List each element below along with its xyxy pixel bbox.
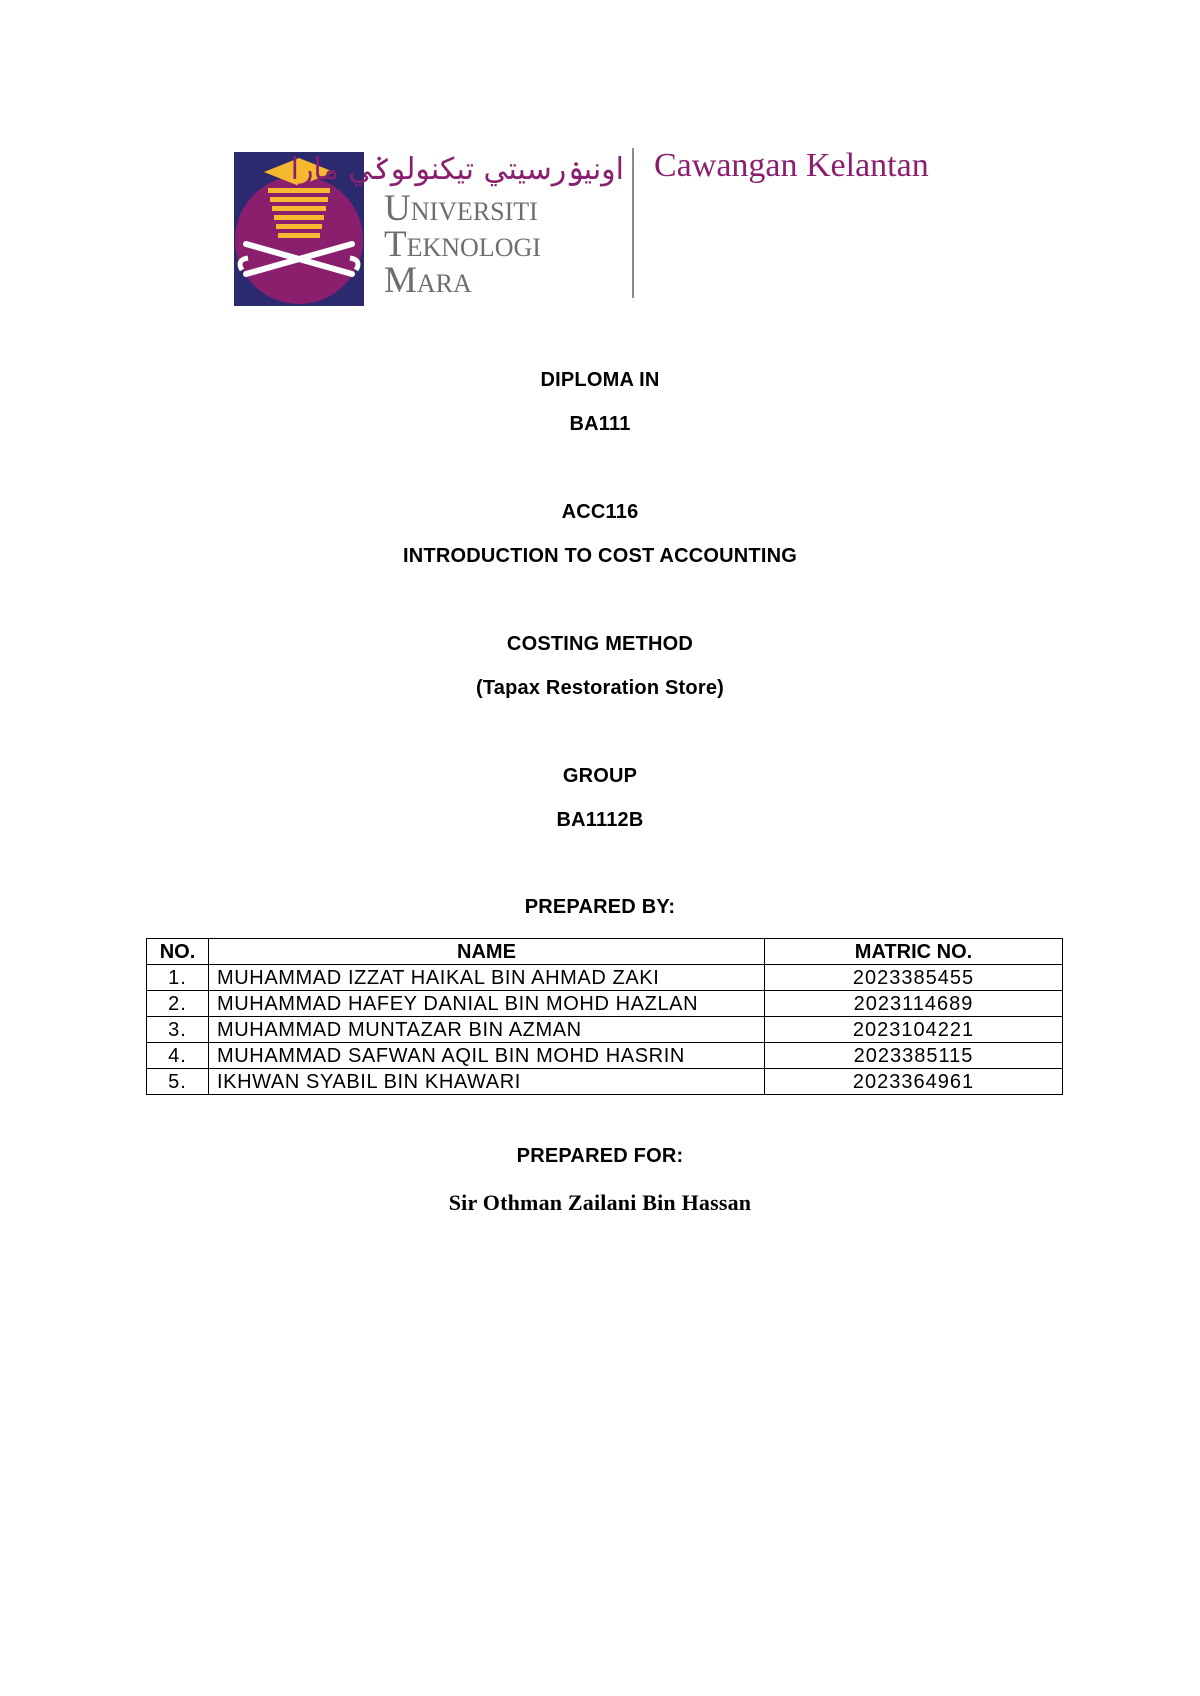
lecturer-name: Sir Othman Zailani Bin Hassan [448, 1190, 752, 1215]
member-matric: 2023385115 [765, 1043, 1063, 1069]
uitm-logo [234, 148, 974, 308]
member-name: MUHAMMAD MUNTAZAR BIN AZMAN [209, 1017, 765, 1043]
member-matric: 2023114689 [765, 991, 1063, 1017]
group-members-table [146, 938, 1063, 1095]
table-row [147, 1069, 1063, 1095]
member-name: MUHAMMAD IZZAT HAIKAL BIN AHMAD ZAKI [209, 965, 765, 991]
member-no: 5. [147, 1069, 209, 1095]
programme-code: BA111 [569, 413, 631, 435]
column-header-no: NO. [147, 939, 209, 965]
course-name: INTRODUCTION TO COST ACCOUNTING [403, 545, 797, 567]
programme-label: DIPLOMA IN [540, 369, 660, 391]
column-header-name: NAME [209, 939, 765, 965]
member-no: 1. [147, 965, 209, 991]
branch-name: Cawangan Kelantan [654, 147, 929, 184]
member-no: 3. [147, 1017, 209, 1043]
logo-divider [632, 148, 634, 298]
member-matric: 2023385455 [765, 965, 1063, 991]
course-code: ACC116 [561, 501, 639, 523]
university-name-line-1: Universiti [384, 188, 538, 229]
group-code: BA1112B [556, 809, 644, 831]
prepared-by-label: PREPARED BY: [524, 896, 676, 918]
member-no: 2. [147, 991, 209, 1017]
table-row [147, 965, 1063, 991]
member-matric: 2023364961 [765, 1069, 1063, 1095]
prepared-for-label: PREPARED FOR: [516, 1145, 684, 1167]
assignment-subject: (Tapax Restoration Store) [476, 677, 724, 699]
jawi-university-name: اونيۏرسيتي تيکنولوݢي مارا [290, 152, 624, 187]
table-row [147, 1017, 1063, 1043]
member-matric: 2023104221 [765, 1017, 1063, 1043]
member-no: 4. [147, 1043, 209, 1069]
table-row [147, 991, 1063, 1017]
table-row [147, 1043, 1063, 1069]
assignment-title: COSTING METHOD [506, 633, 694, 655]
column-header-matric: MATRIC NO. [765, 939, 1063, 965]
university-name-line-3: Mara [384, 260, 472, 301]
table-header-row [147, 939, 1063, 965]
member-name: MUHAMMAD SAFWAN AQIL BIN MOHD HASRIN [209, 1043, 765, 1069]
university-wordmark [290, 148, 674, 308]
university-name-line-2: Teknologi [384, 224, 541, 265]
member-name: IKHWAN SYABIL BIN KHAWARI [209, 1069, 765, 1095]
member-name: MUHAMMAD HAFEY DANIAL BIN MOHD HAZLAN [209, 991, 765, 1017]
group-label: GROUP [562, 765, 638, 787]
